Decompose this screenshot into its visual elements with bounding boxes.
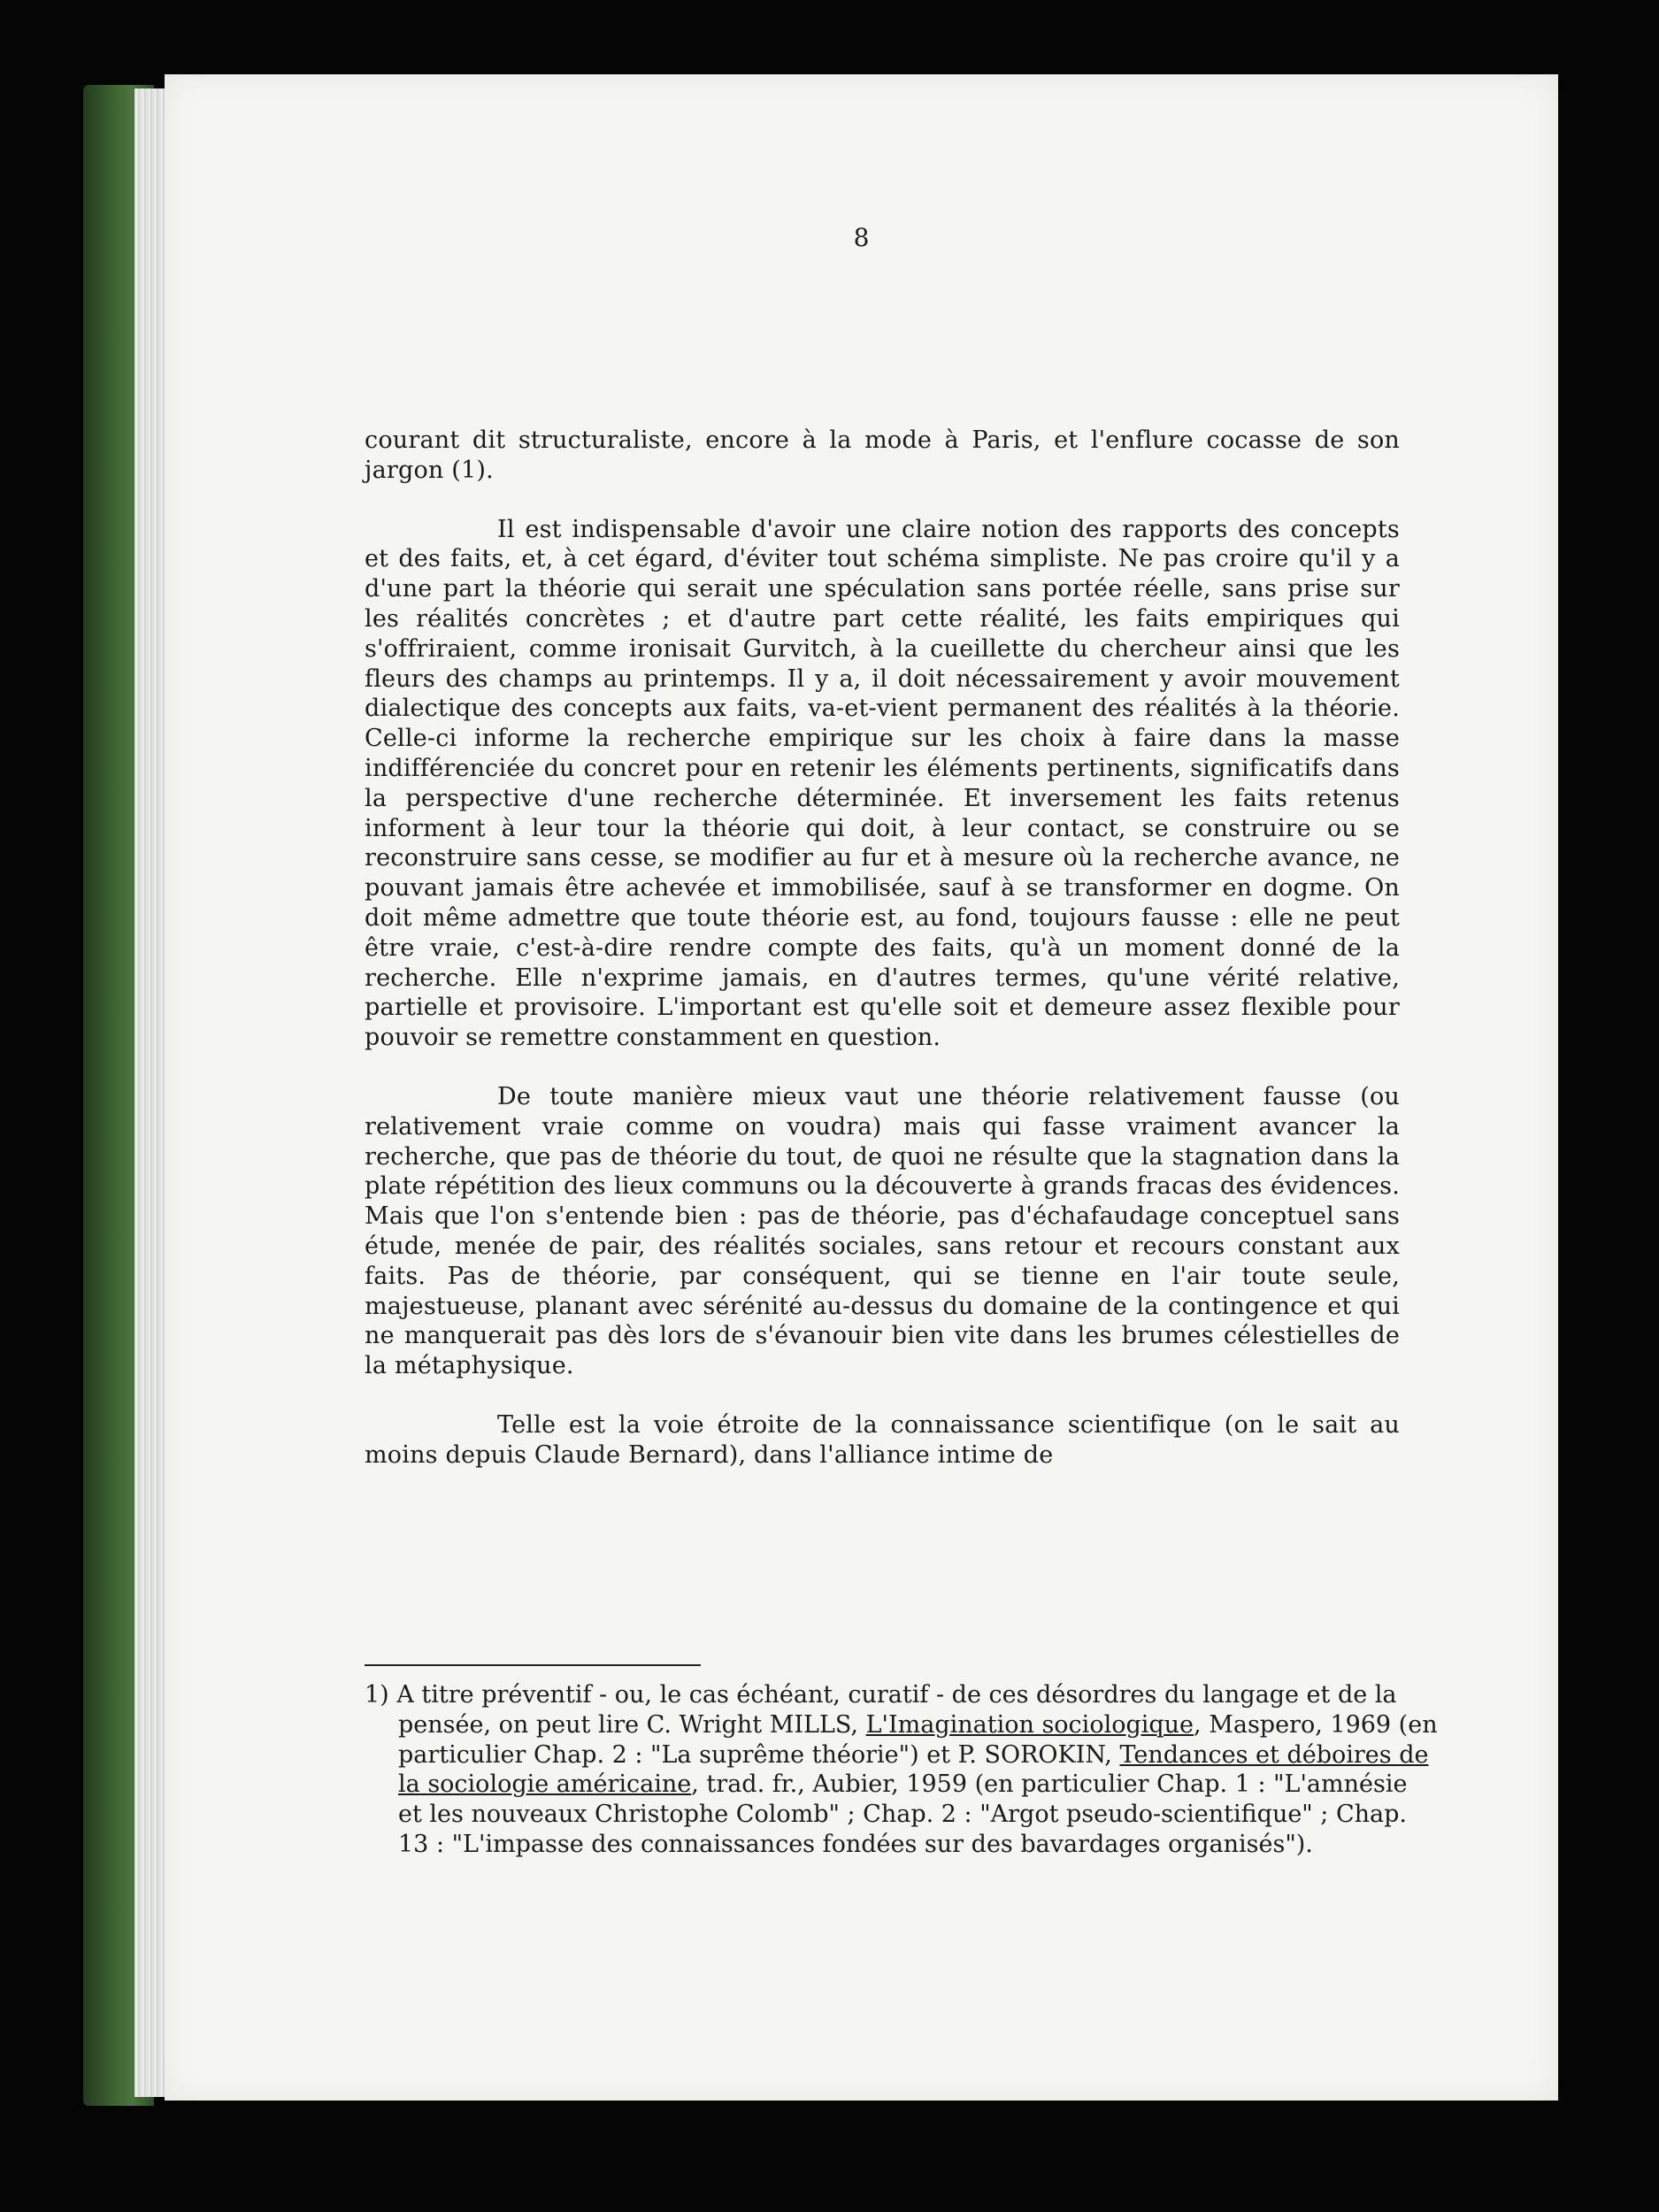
footnote-text-2: , Maspero, 1969 (en particulier Chap. 2 : "La suprême théorie") et P. SOROKIN,	[398, 1710, 1438, 1769]
book-page	[165, 74, 1558, 2101]
paragraph-1: courant dit structuraliste, encore à la mode à Paris, et l'enflure cocasse de son jargon (1).	[365, 426, 1400, 484]
footnote-title-mills: L'Imagination sociologique	[865, 1710, 1194, 1739]
footnote-marker: 1)	[365, 1681, 389, 1709]
paragraph-3: De toute manière mieux vaut une théorie relativement fausse (ou relativement vraie comme on voudra) mais qui fasse vraiment avancer la recherche, que pas de théorie du tout, de quoi ne résulte que la stagnation dans la plate répétition des lieux communs ou la découverte à grands fracas des évidences. Mais que l'on s'entende bien : pas de théorie, pas d'échafaudage conceptuel sans étude, menée de pair, des réalités sociales, sans retour et recours constant aux faits. Pas de théorie, par conséquent, qui se tienne en l'air toute seule, majestueuse, planant avec sérénité au-dessus du domaine de la contingence et qui ne manquerait pas dès lors de s'évanouir bien vite dans les brumes célestielles de la métaphysique.	[365, 1082, 1400, 1380]
body-text	[365, 426, 1400, 1471]
footnote-text-3: , trad. fr., Aubier, 1959 (en particulier Chap. 1 : "L'amnésie et les nouveaux Christophe Colomb" ; Chap. 2 : "Argot pseudo-scientifique" ; Chap. 13 : "L'impasse des connaissances fondées sur des bavardages organisés").	[398, 1770, 1408, 1858]
paragraph-2: Il est indispensable d'avoir une claire notion des rapports des concepts et des faits, et, à cet égard, d'éviter tout schéma simpliste. Ne pas croire qu'il y a d'une part la théorie qui serait une spéculation sans portée réelle, sans prise sur les réalités concrètes ; et d'autre part cette réalité, les faits empiriques qui s'offriraient, comme ironisait Gurvitch, à la cueillette du chercheur ainsi que les fleurs des champs au printemps. Il y a, il doit nécessairement y avoir mouvement dialectique des concepts aux faits, va-et-vient permanent des réalités à la théorie. Celle-ci informe la recherche empirique sur les choix à faire dans la masse indifférenciée du concret pour en retenir les éléments pertinents, significatifs dans la perspective d'une recherche déterminée. Et inversement les faits retenus informent à leur tour la théorie qui doit, à leur contact, se construire ou se reconstruire sans cesse, se modifier au fur et à mesure où la recherche avance, ne pouvant jamais être achevée et immobilisée, sauf à se transformer en dogme. On doit même admettre que toute théorie est, au fond, toujours fausse : elle ne peut être vraie, c'est-à-dire rendre compte des faits, qu'à un moment donné de la recherche. Elle n'exprime jamais, en d'autres termes, qu'une vérité relative, partielle et provisoire. L'important est qu'elle soit et demeure assez flexible pour pouvoir se remettre constamment en question.	[365, 515, 1400, 1052]
footnote-title-sorokin: Tendances et déboires de la sociologie américaine	[398, 1740, 1429, 1799]
footnote-text-1: A titre préventif - ou, le cas échéant, curatif - de ces désordres du langage et de la pensée, on peut lire C. Wright MILLS,	[396, 1681, 1397, 1739]
paragraph-4: Telle est la voie étroite de la connaissance scientifique (on le sait au moins depuis Claude Bernard), dans l'alliance intime de	[365, 1410, 1400, 1469]
footnote	[365, 1680, 1438, 1860]
page-number: 8	[853, 223, 870, 252]
footnote-divider	[365, 1664, 701, 1666]
